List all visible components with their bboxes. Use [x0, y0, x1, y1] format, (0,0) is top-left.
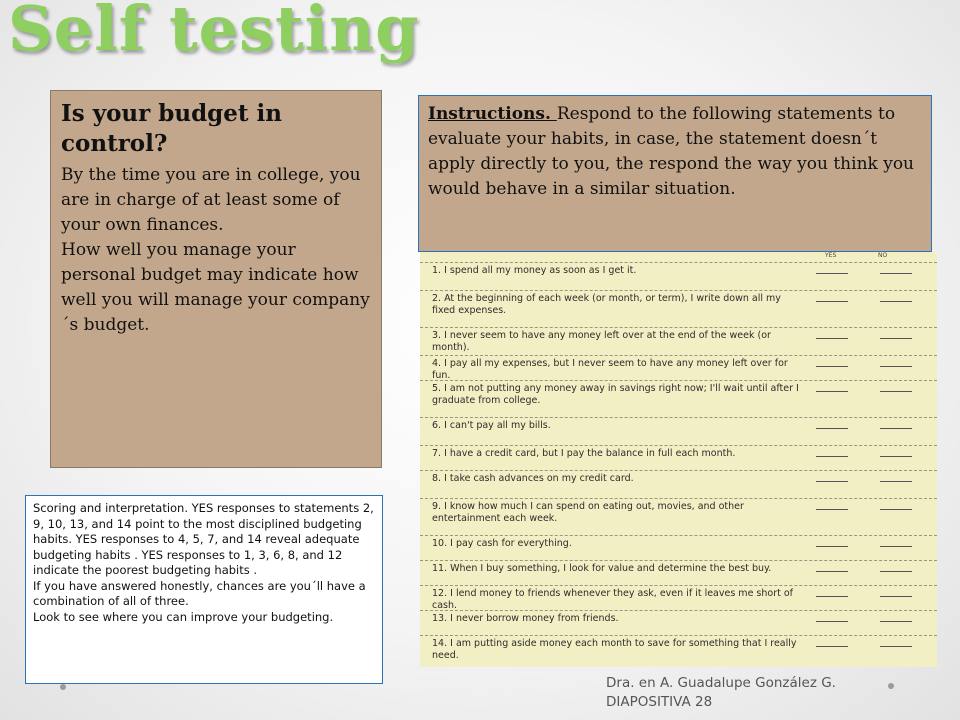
- questionnaire-item-text: 6. I can't pay all my bills.: [432, 420, 551, 431]
- questionnaire-item: [420, 610, 937, 624]
- yes-answer-blank: [816, 571, 848, 572]
- no-answer-blank: [880, 301, 912, 302]
- no-answer-blank: [880, 456, 912, 457]
- questionnaire-image: [420, 252, 937, 667]
- yes-answer-blank: [816, 428, 848, 429]
- questionnaire-item: [420, 290, 937, 316]
- no-answer-blank: [880, 571, 912, 572]
- footer-slide-number: DIAPOSITIVA 28: [606, 694, 713, 710]
- footer-dot-left: [60, 684, 66, 690]
- yes-column-header: YES: [825, 252, 837, 259]
- no-answer-blank: [880, 481, 912, 482]
- yes-answer-blank: [816, 509, 848, 510]
- questionnaire-item-text: 5. I am not putting any money away in savings right now; I'll wait until after I graduate from college.: [432, 383, 799, 406]
- scoring-line: If you have answered honestly, chances are you´ll have a combination of all of three.: [33, 578, 366, 608]
- no-column-header: NO: [878, 252, 888, 259]
- footer: [606, 674, 836, 712]
- questionnaire-item: [420, 327, 937, 353]
- yes-answer-blank: [816, 273, 848, 274]
- no-answer-blank: [880, 391, 912, 392]
- questionnaire-item-text: 8. I take cash advances on my credit card.: [432, 473, 634, 484]
- yes-answer-blank: [816, 596, 848, 597]
- questionnaire-item: [420, 445, 937, 459]
- footer-dot-right: [888, 683, 894, 689]
- yes-answer-blank: [816, 301, 848, 302]
- no-answer-blank: [880, 366, 912, 367]
- instructions-box: [418, 95, 932, 252]
- questionnaire-item: [420, 585, 937, 611]
- questionnaire-item: [420, 355, 937, 381]
- questionnaire-item: [420, 535, 937, 549]
- budget-paragraph-2: How well you manage your personal budget may indicate how well you will manage your company´s budget.: [61, 240, 370, 335]
- yes-answer-blank: [816, 646, 848, 647]
- no-answer-blank: [880, 546, 912, 547]
- yes-answer-blank: [816, 366, 848, 367]
- no-answer-blank: [880, 621, 912, 622]
- scoring-line: Scoring and interpretation. YES responses to statements 2, 9, 10, 13, and 14 point to the most disciplined budgeting habits. YES responses to 4, 5, 7, and 14 reveal adequate budgeting habits . YES responses to 1, 3, 6, 8, and 12 indicate the poorest budgeting habits .: [33, 501, 374, 577]
- scoring-line: Look to see where you can improve your budgeting.: [33, 609, 334, 624]
- questionnaire-item: [420, 262, 937, 276]
- budget-question-box: [50, 90, 382, 468]
- budget-paragraph-1: By the time you are in college, you are in charge of at least some of your own finances.: [61, 165, 361, 235]
- scoring-box: [25, 495, 383, 684]
- instructions-text: Respond to the following statements to evaluate your habits, in case, the statement doesn´t apply directly to you, the respond the way you think you would behave in a similar situation.: [428, 104, 915, 199]
- yes-answer-blank: [816, 546, 848, 547]
- no-answer-blank: [880, 646, 912, 647]
- questionnaire-item-text: 12. I lend money to friends whenever they ask, even if it leaves me short of cash.: [432, 588, 794, 611]
- yes-answer-blank: [816, 456, 848, 457]
- questionnaire-item: [420, 380, 937, 406]
- yes-answer-blank: [816, 621, 848, 622]
- questionnaire-item: [420, 560, 937, 574]
- no-answer-blank: [880, 273, 912, 274]
- instructions-label: Instructions.: [428, 104, 557, 124]
- questionnaire-item-text: 9. I know how much I can spend on eating out, movies, and other entertainment each week.: [432, 501, 744, 524]
- questionnaire-item-text: 11. When I buy something, I look for value and determine the best buy.: [432, 563, 772, 574]
- no-answer-blank: [880, 428, 912, 429]
- questionnaire-item: [420, 635, 937, 661]
- questionnaire-item-text: 4. I pay all my expenses, but I never seem to have any money left over for fun.: [432, 358, 788, 381]
- budget-question: Is your budget in control?: [61, 100, 282, 157]
- slide-title: Self testing: [8, 0, 420, 65]
- questionnaire-item-text: 3. I never seem to have any money left over at the end of the week (or month).: [432, 330, 771, 353]
- questionnaire-item-text: 14. I am putting aside money each month to save for something that I really need.: [432, 638, 797, 661]
- questionnaire-item-text: 2. At the beginning of each week (or month, or term), I write down all my fixed expenses.: [432, 293, 781, 316]
- questionnaire-item: [420, 470, 937, 484]
- yes-answer-blank: [816, 391, 848, 392]
- yes-answer-blank: [816, 338, 848, 339]
- yes-answer-blank: [816, 481, 848, 482]
- no-answer-blank: [880, 596, 912, 597]
- questionnaire-item-text: 1. I spend all my money as soon as I get it.: [432, 265, 637, 276]
- questionnaire-item: [420, 498, 937, 524]
- no-answer-blank: [880, 338, 912, 339]
- questionnaire-item-text: 7. I have a credit card, but I pay the balance in full each month.: [432, 448, 736, 459]
- questionnaire-item-text: 13. I never borrow money from friends.: [432, 613, 619, 624]
- no-answer-blank: [880, 509, 912, 510]
- footer-author: Dra. en A. Guadalupe González G.: [606, 675, 836, 691]
- questionnaire-item-text: 10. I pay cash for everything.: [432, 538, 572, 549]
- questionnaire-item: [420, 417, 937, 431]
